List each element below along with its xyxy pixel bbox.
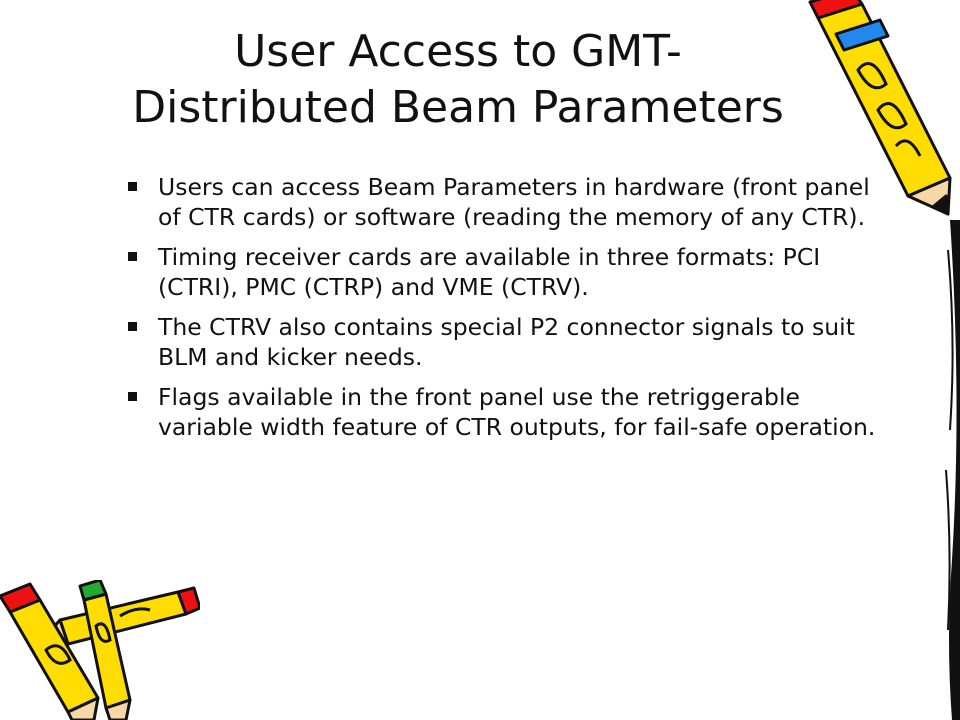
pencil-icon	[800, 0, 960, 720]
bullet-text: Flags available in the front panel use the retriggerable variable width feature of CTR outputs, for fail-safe operation.	[158, 383, 876, 441]
square-bullet-icon	[128, 252, 137, 261]
slide-title	[78, 24, 838, 136]
bullet-item	[128, 242, 878, 302]
bullet-item	[128, 382, 878, 442]
bullet-text: Timing receiver cards are available in three formats: PCI (CTRI), PMC (CTRP) and VME (CTRV).	[158, 243, 821, 301]
bullet-text: The CTRV also contains special P2 connector signals to suit BLM and kicker needs.	[158, 313, 855, 371]
bullet-item	[128, 312, 878, 372]
square-bullet-icon	[128, 182, 137, 191]
pencils-icon	[0, 580, 200, 720]
bullet-text: Users can access Beam Parameters in hardware (front panel of CTR cards) or software (reading the memory of any CTR).	[158, 173, 870, 231]
square-bullet-icon	[128, 392, 137, 401]
slide-title-line-1: User Access to GMT-	[234, 26, 682, 77]
bullet-item	[128, 172, 878, 232]
bullet-list	[128, 172, 878, 452]
square-bullet-icon	[128, 322, 137, 331]
slide-title-line-2: Distributed Beam Parameters	[132, 82, 784, 133]
